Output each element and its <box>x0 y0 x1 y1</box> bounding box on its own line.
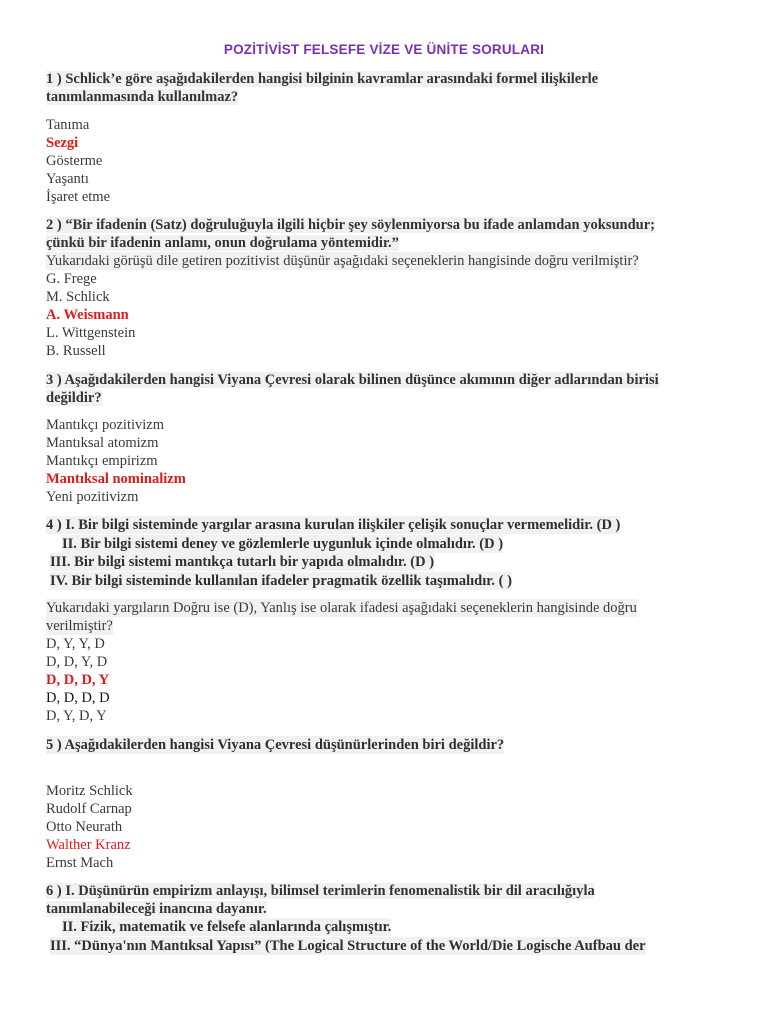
q1-option-b-correct: Sezgi <box>46 135 79 151</box>
q4-option-d: D, D, D, D <box>46 690 110 706</box>
question-2-line-2: çünkü bir ifadenin anlamı, onun doğrulama yöntemidir.” <box>46 235 399 251</box>
question-1-line-2: tanımlanmasında kullanılmaz? <box>46 89 239 105</box>
q2-option-b: M. Schlick <box>46 289 110 305</box>
q2-option-e: B. Russell <box>46 343 106 359</box>
question-2-line-3: Yukarıdaki görüşü dile getiren pozitivist düşünür aşağıdaki seçeneklerin hangisinde doğru verilmiştir? <box>46 253 639 269</box>
q1-option-e: İşaret etme <box>46 189 111 205</box>
question-5: 5 ) Aşağıdakilerden hangisi Viyana Çevresi düşünürlerinden biri değildir? <box>46 737 505 753</box>
question-3-line-2: değildir? <box>46 390 102 406</box>
question-6 <box>46 882 726 918</box>
q4-option-e: D, Y, D, Y <box>46 708 107 724</box>
q1-option-c: Gösterme <box>46 153 103 169</box>
question-1 <box>46 70 726 106</box>
q2-option-c-correct: A. Weismann <box>46 307 129 323</box>
question-3 <box>46 371 726 407</box>
q3-option-e: Yeni pozitivizm <box>46 489 139 505</box>
q1-option-d: Yaşantı <box>46 171 89 187</box>
question-2-line-1: 2 ) “Bir ifadenin (Satz) doğruluğuyla ilgili hiçbir şey söylenmiyorsa bu ifade anlamdan yoksundur; <box>46 217 655 233</box>
q3-option-c: Mantıkçı empirizm <box>46 453 158 469</box>
q5-option-b: Rudolf Carnap <box>46 801 132 817</box>
q3-option-d-correct: Mantıksal nominalizm <box>46 471 186 487</box>
question-2 <box>46 216 726 252</box>
q3-option-a: Mantıkçı pozitivizm <box>46 417 164 433</box>
q4-option-a: D, Y, Y, D <box>46 636 105 652</box>
q6-statement-2: II. Fizik, matematik ve felsefe alanlarında çalışmıştır. <box>62 919 392 935</box>
question-3-line-1: 3 ) Aşağıdakilerden hangisi Viyana Çevresi olarak bilinen düşünce akımının diğer adlarından birisi <box>46 372 659 388</box>
question-6-line-1: 6 ) I. Düşünürün empirizm anlayışı, bilimsel terimlerin fenomenalistik bir dil aracılığıyla <box>46 883 595 899</box>
page-title: POZİTİVİST FELSEFE VİZE VE ÜNİTE SORULARI <box>223 42 545 57</box>
q4-question-line-1: Yukarıdaki yargıların Doğru ise (D), Yanlış ise olarak ifadesi aşağıdaki seçeneklerin hangisinde doğru <box>46 600 637 616</box>
q2-option-a: G. Frege <box>46 271 97 287</box>
question-6-line-2: tanımlanabileceği inancına dayanır. <box>46 901 267 917</box>
q6-statement-3: III. “Dünya'nın Mantıksal Yapısı” (The Logical Structure of the World/Die Logische Aufbau der <box>50 938 646 954</box>
q1-option-a: Tanıma <box>46 117 90 133</box>
q5-option-d-correct: Walther Kranz <box>46 837 131 853</box>
q4-statement-3: III. Bir bilgi sistemi mantıkça tutarlı bir yapıda olmalıdır. (D ) <box>50 554 435 570</box>
q4-question-line-2: verilmiştir? <box>46 618 113 634</box>
q5-option-e: Ernst Mach <box>46 855 114 871</box>
q4-option-c-correct: D, D, D, Y <box>46 672 110 688</box>
question-1-line-1: 1 ) Schlick’e göre aşağıdakilerden hangisi bilginin kavramlar arasındaki formel ilişkilerle <box>46 71 599 87</box>
q5-option-c: Otto Neurath <box>46 819 123 835</box>
q4-statement-2: II. Bir bilgi sistemi deney ve gözlemlerle uygunluk içinde olmalıdır. (D ) <box>62 536 504 552</box>
q3-option-b: Mantıksal atomizm <box>46 435 159 451</box>
q4-option-b: D, D, Y, D <box>46 654 108 670</box>
q2-option-d: L. Wittgenstein <box>46 325 136 341</box>
q5-option-a: Moritz Schlick <box>46 783 133 799</box>
q4-statement-4: IV. Bir bilgi sisteminde kullanılan ifadeler pragmatik özellik taşımalıdır. ( ) <box>50 573 512 589</box>
q4-statement-1: 4 ) I. Bir bilgi sisteminde yargılar arasına kurulan ilişkiler çelişik sonuçlar vermemelidir. (D ) <box>46 517 621 533</box>
